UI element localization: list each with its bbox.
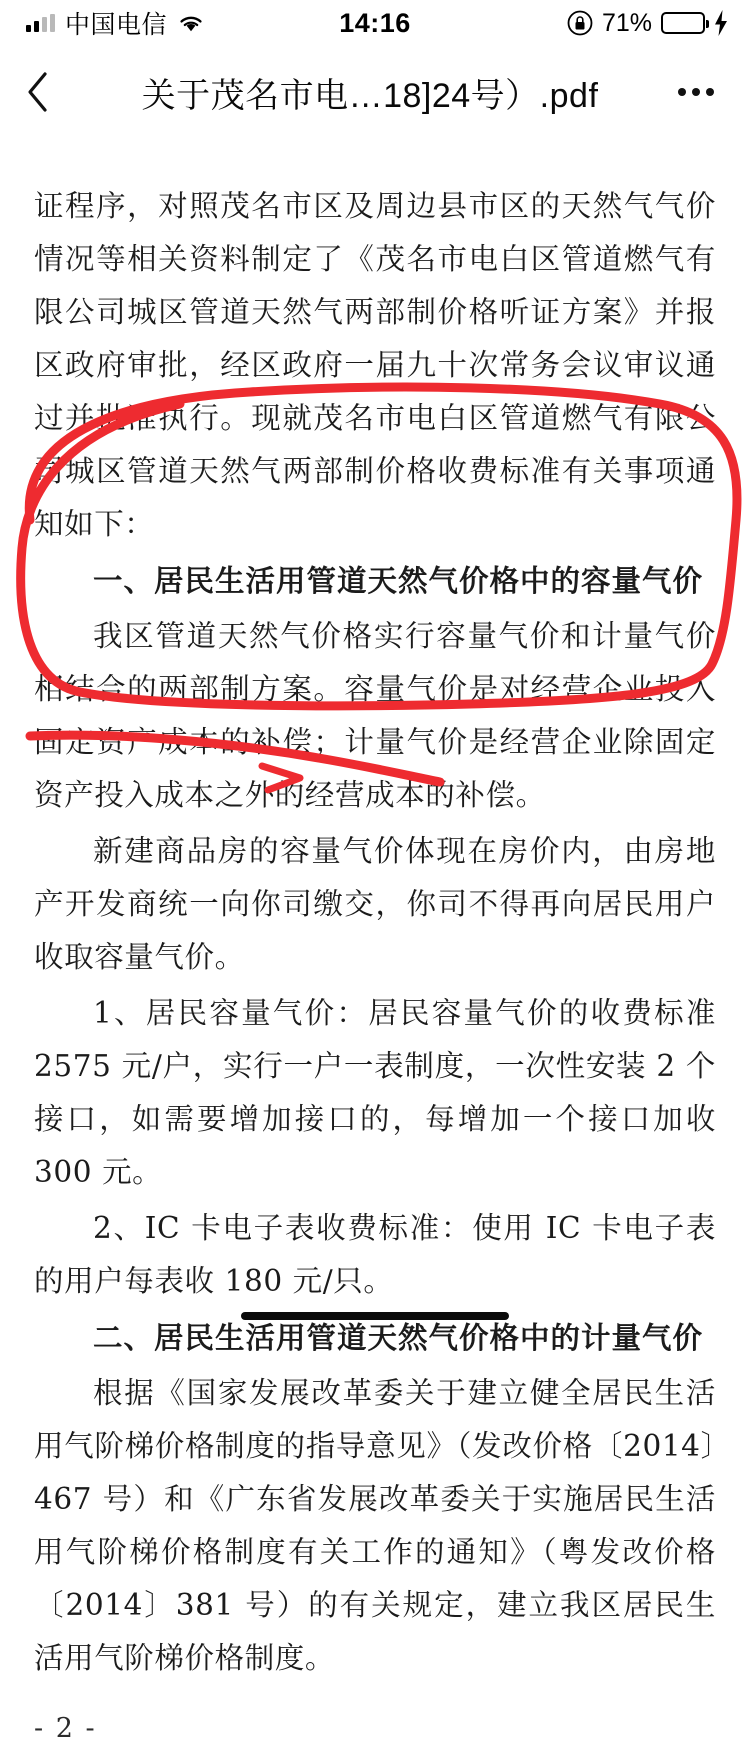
pdf-document-page[interactable] (0, 138, 750, 1744)
lightning-bolt-icon (714, 10, 728, 36)
document-page-number: - 2 - (34, 1713, 97, 1744)
status-bar-right (567, 9, 728, 38)
more-options-button[interactable] (668, 62, 724, 122)
status-bar-left (26, 5, 205, 41)
wifi-icon (177, 13, 205, 33)
document-paragraph: 根据《国家发展改革委关于建立健全居民生活用气阶梯价格制度的指导意见》（发改价格〔2014〕467 号）和《广东省发展改革委关于实施居民生活用气阶梯价格制度有关工作的通知》（粤发改价格〔2014〕381 号）的有关规定，建立我区居民生活用气阶梯价格制度。 (34, 1376, 716, 1675)
signal-bars-icon (26, 14, 55, 32)
battery-percent-label: 71% (601, 8, 652, 37)
more-dot (692, 88, 700, 96)
navigation-bar (0, 46, 750, 138)
more-dot (706, 88, 714, 96)
document-paragraph: 新建商品房的容量气价体现在房价内，由房地产开发商统一向你司缴交，你司不得再向居民用户收取容量气价。 (34, 834, 716, 974)
status-bar-time: 14:16 (339, 7, 411, 38)
document-paragraph: 我区管道天然气价格实行容量气价和计量气价相结合的两部制方案。容量气价是对经营企业投入固定资产成本的补偿；计量气价是经营企业除固定资产投入成本之外的经营成本的补偿。 (34, 619, 716, 812)
more-dot (678, 88, 686, 96)
rotation-lock-icon (567, 10, 593, 36)
back-button[interactable] (26, 62, 72, 122)
document-heading: 二、居民生活用管道天然气价格中的计量气价 (93, 1320, 704, 1355)
document-paragraph: 2、IC 卡电子表收费标准：使用 IC 卡电子表的用户每表收 180 元/只。 (34, 1211, 716, 1298)
document-paragraph: 1、居民容量气价：居民容量气价的收费标准 2575 元/户，实行一户一表制度，一次性安装 2 个接口，如需要增加接口的，每增加一个接口加收 300 元。 (34, 996, 716, 1189)
chevron-left-icon (26, 71, 50, 113)
carrier-label: 中国电信 (65, 11, 168, 39)
status-bar (0, 0, 750, 46)
battery-icon (661, 12, 705, 34)
page-title: 关于茂名市电…18]24号）.pdf (141, 76, 599, 115)
home-indicator (241, 1312, 509, 1320)
document-paragraph: 证程序，对照茂名市区及周边县市区的天然气气价情况等相关资料制定了《茂名市电白区管道燃气有限公司城区管道天然气两部制价格听证方案》并报区政府审批，经区政府一届九十次常务会议审议通过并批准执行。现就茂名市电白区管道燃气有限公司城区管道天然气两部制价格收费标准有关事项通知如下： (34, 189, 716, 541)
document-heading: 一、居民生活用管道天然气价格中的容量气价 (93, 563, 704, 598)
